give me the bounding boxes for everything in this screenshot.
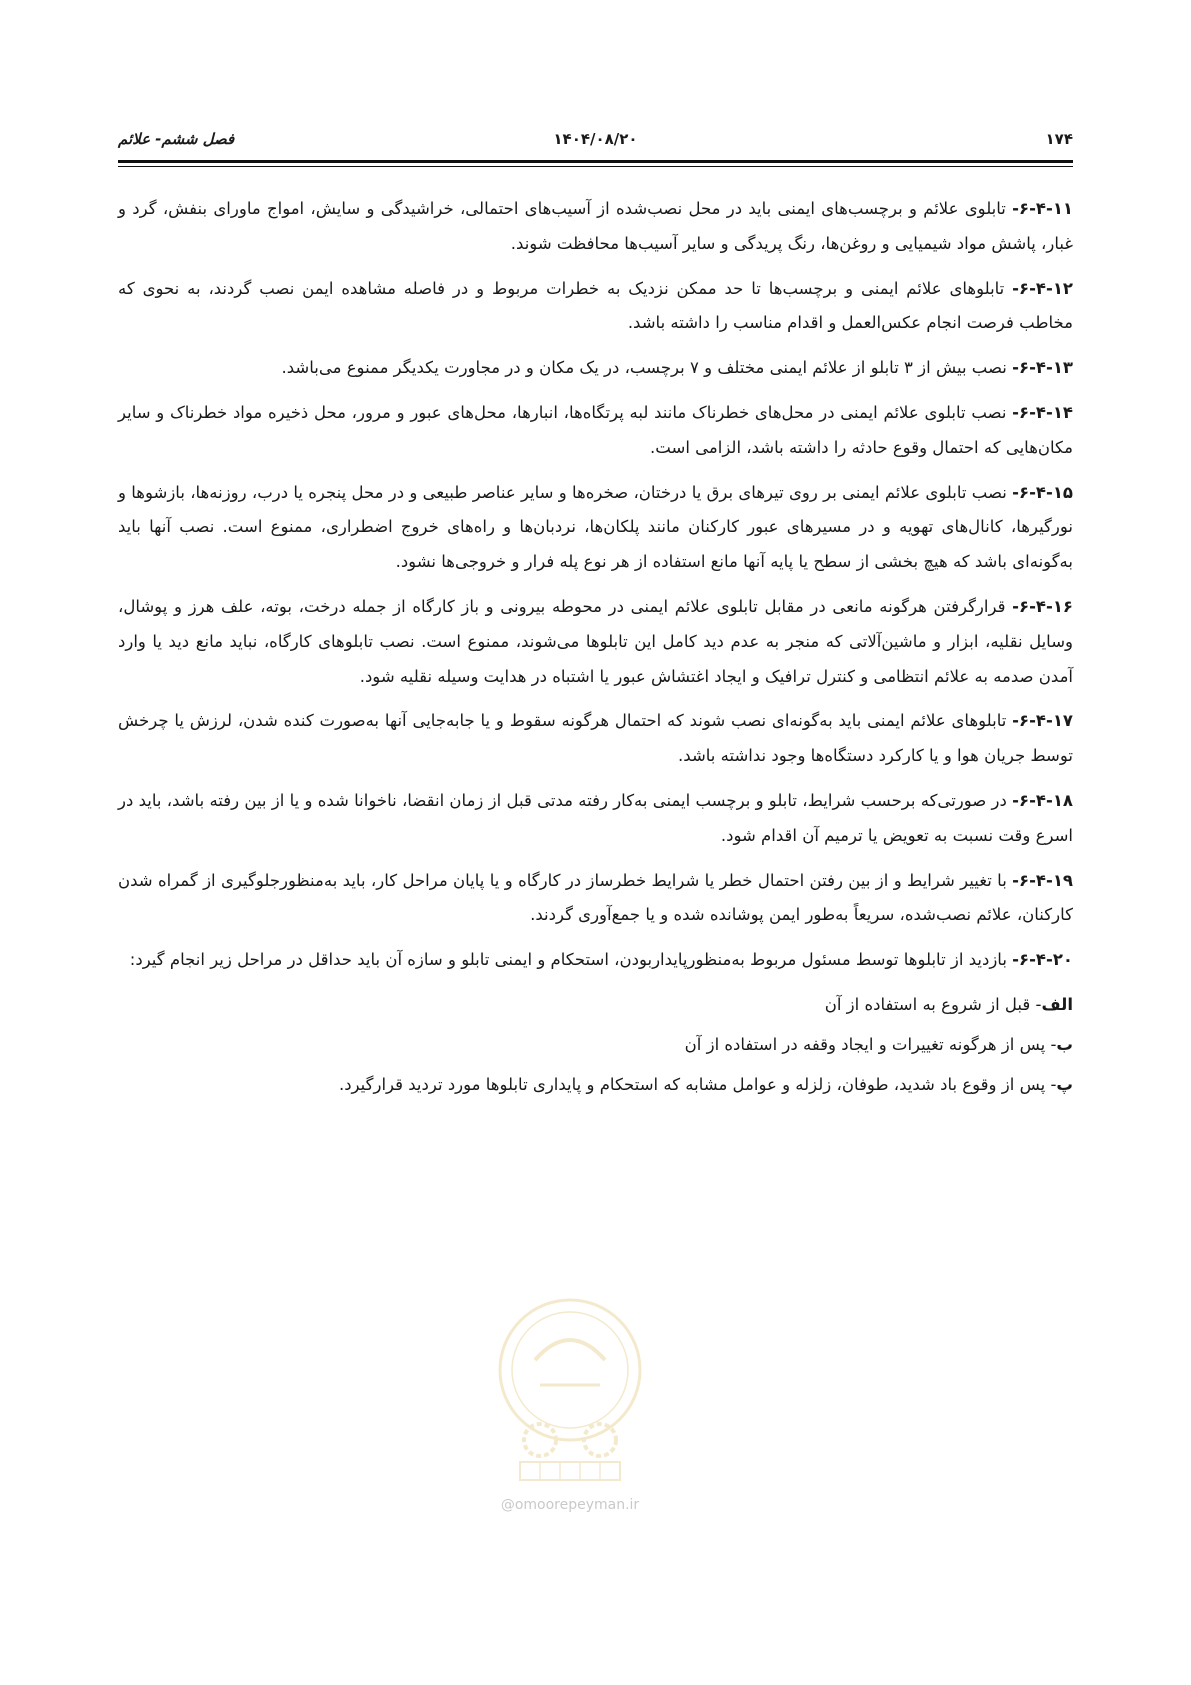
clause-6-4-16 xyxy=(118,590,1073,694)
page-number: ۱۷۴ xyxy=(1045,130,1073,148)
clause-text: بازدید از تابلوها توسط مسئول مربوط به‌منظورپایداربودن، استحکام و ایمنی تابلو و سازه آن باید حداقل در مراحل زیر انجام گیرد: xyxy=(129,950,1013,970)
clause-number: ۶-۴-۱۱- xyxy=(1012,199,1073,218)
clause-number: ۶-۴-۱۷- xyxy=(1012,711,1073,731)
clause-text: تابلوی علائم و برچسب‌های ایمنی باید در محل نصب‌شده از آسیب‌های احتمالی، خراشیدگی و سایش، امواج ماورای بنفش، گرد و غبار، پاشش مواد شیمیایی و روغن‌ها، رنگ پریدگی و سایر آسیب‌ها محافظت شوند. xyxy=(118,199,1073,253)
clause-6-4-15 xyxy=(118,476,1073,580)
clause-number: ۶-۴-۱۸- xyxy=(1012,790,1073,810)
clause-number: ۶-۴-۲۰- xyxy=(1012,950,1073,970)
body-text xyxy=(118,192,1073,1108)
clause-number: ۶-۴-۱۴- xyxy=(1012,402,1073,422)
header-rule-thick xyxy=(118,160,1073,163)
clause-6-4-18 xyxy=(118,784,1073,854)
clause-6-4-14 xyxy=(118,396,1073,466)
clause-text: قرارگرفتن هرگونه مانعی در مقابل تابلوی علائم ایمنی در محوطه بیرونی و باز کارگاه از جمله درخت، بوته، علف هرز و پوشال، وسایل نقلیه، ابزار و ماشین‌آلاتی که منجر به عدم دید کامل این تابلوها می‌شوند، ممنوع است. نصب تابلوهای کارگاه، نباید مانع دید یا وارد آمدن صدمه به علائم انتظامی و کنترل ترافیک و ایجاد اغتشاش عبور یا اشتباه در هدایت وسیله نقلیه شود. xyxy=(118,596,1073,686)
header-rule-thin xyxy=(118,166,1073,167)
clause-text: تابلوهای علائم ایمنی و برچسب‌ها تا حد ممکن نزدیک به خطرات مربوط و در فاصله مشاهده ایمن نصب گردند، به نحوی که مخاطب فرصت انجام عکس‌العمل و اقدام مناسب را داشته باشد. xyxy=(118,278,1073,333)
clause-text: با تغییر شرایط و از بین رفتن احتمال خطر یا شرایط خطرساز در کارگاه و یا پایان مراحل کار، باید به‌منظورجلوگیری از گمراه شدن کارکنان، علائم نصب‌شده، سریعاً به‌طور ایمن پوشانده شده و یا جمع‌آوری گردند. xyxy=(118,870,1073,925)
list-text: - پس از هرگونه تغییرات و ایجاد وقفه در استفاده از آن xyxy=(684,1034,1057,1054)
clause-6-4-19 xyxy=(118,864,1073,934)
list-text: - پس از وقوع باد شدید، طوفان، زلزله و عوامل مشابه که استحکام و پایداری تابلوها مورد تردید قرارگیرد. xyxy=(338,1074,1057,1094)
page-header xyxy=(118,130,1073,154)
list-text: - قبل از شروع به استفاده از آن xyxy=(824,994,1042,1014)
watermark-url: @omoorepeyman.ir xyxy=(500,1497,640,1513)
list-item xyxy=(118,988,1073,1022)
list-label: پ xyxy=(1056,1074,1073,1094)
list-item xyxy=(118,1028,1073,1062)
clause-number: ۶-۴-۱۳- xyxy=(1012,358,1073,378)
clause-6-4-17 xyxy=(118,704,1073,774)
clause-6-4-11 xyxy=(118,192,1073,262)
clause-number: ۶-۴-۱۶- xyxy=(1012,596,1073,616)
clause-text: نصب بیش از ۳ تابلو از علائم ایمنی مختلف و ۷ برچسب، در یک مکان و در مجاورت یکدیگر ممنوع می‌باشد. xyxy=(281,358,1013,378)
header-date: ۱۴۰۴/۰۸/۲۰ xyxy=(553,130,638,148)
clause-text: نصب تابلوی علائم ایمنی بر روی تیرهای برق یا درختان، صخره‌ها و سایر عناصر طبیعی و در محل پنجره یا درب، روزنه‌ها، بازشوها و نورگیرها، کانال‌های تهویه و در مسیرهای عبور کارکنان مانند پلکان‌ها، نردبان‌ها و راه‌های خروج اضطراری، ممنوع است. نصب آنها باید به‌گونه‌ای باشد که هیچ بخشی از سطح یا پایه آنها مانع استفاده از هر نوع پله فرار و خروجی‌ها نشود. xyxy=(118,482,1073,572)
clause-number: ۶-۴-۱۲- xyxy=(1012,278,1073,298)
list-label: ب xyxy=(1056,1034,1073,1054)
clause-text: تابلوهای علائم ایمنی باید به‌گونه‌ای نصب شوند که احتمال هرگونه سقوط و یا جابه‌جایی آنها به‌صورت کنده شدن، لرزش یا چرخش توسط جریان هوا و یا کارکرد دستگاه‌ها وجود نداشته باشد. xyxy=(118,711,1073,766)
watermark-logo-icon xyxy=(480,1290,660,1490)
clause-6-4-12 xyxy=(118,272,1073,342)
chapter-title: فصل ششم- علائم xyxy=(118,130,235,148)
clause-number: ۶-۴-۱۹- xyxy=(1012,870,1073,890)
list-item xyxy=(118,1068,1073,1102)
clause-6-4-20 xyxy=(118,943,1073,978)
clause-number: ۶-۴-۱۵- xyxy=(1012,482,1073,502)
list-label: الف xyxy=(1041,994,1073,1014)
clause-text: در صورتی‌که برحسب شرایط، تابلو و برچسب ایمنی به‌کار رفته مدتی قبل از زمان انقضا، ناخوانا شده و یا از بین رفته باشد، باید در اسرع وقت نسبت به تعویض یا ترمیم آن اقدام شود. xyxy=(118,790,1073,845)
clause-6-4-13 xyxy=(118,351,1073,386)
clause-text: نصب تابلوی علائم ایمنی در محل‌های خطرناک مانند لبه پرتگاه‌ها، انبارها، محل‌های عبور و مرور، محل ذخیره مواد خطرناک و سایر مکان‌هایی که احتمال وقوع حادثه را داشته باشد، الزامی است. xyxy=(118,402,1073,457)
